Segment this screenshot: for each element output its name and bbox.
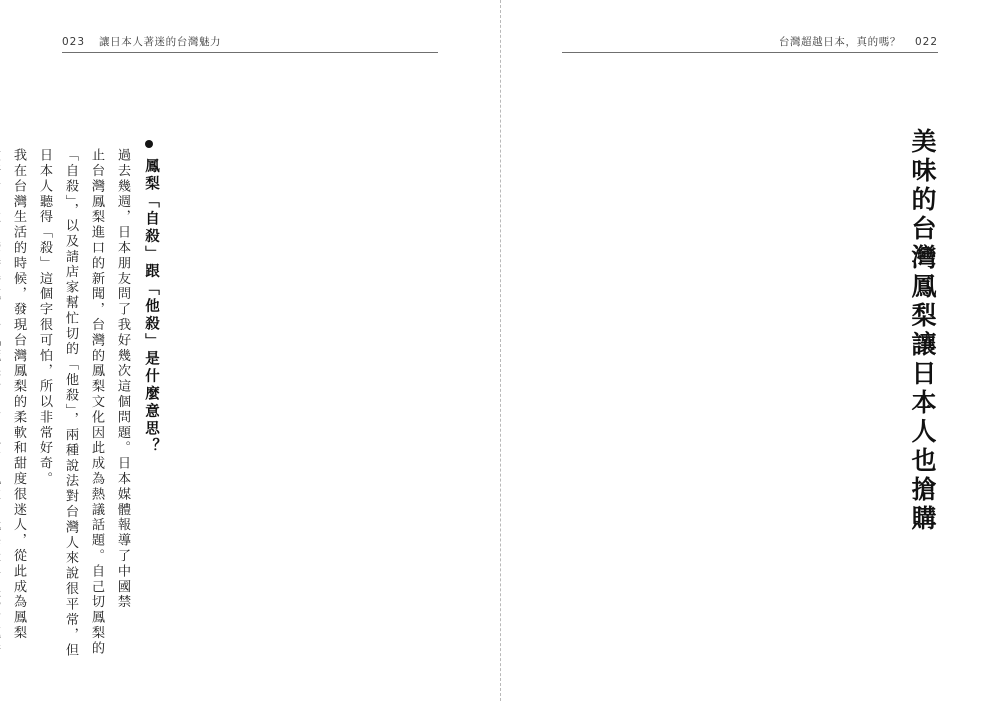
body-line: [0, 148, 4, 656]
chapter-title: 美味的台灣鳳梨讓日本人也搶購: [908, 128, 937, 534]
running-head-left: [62, 34, 221, 49]
gutter-divider: [500, 0, 501, 701]
body-line: 「自殺」，以及請店家幫忙切的「他殺」，兩種說法對台灣人來說很平常，但: [63, 148, 78, 659]
body-line: 過去幾週，日本朋友問了我好幾次這個問題。日本媒體報導了中國禁: [115, 148, 130, 610]
running-head-right-text: 台灣超越日本，真的嗎？: [778, 36, 901, 48]
body-line: 我在台灣生活的時候，發現台灣鳳梨的柔軟和甜度很迷人，從此成為鳳梨: [11, 148, 26, 641]
section-heading-1: 鳳梨「自殺」跟「他殺」是什麼意思？: [143, 158, 160, 456]
section-bullet-1: [145, 140, 153, 148]
folio-right: 022: [914, 36, 938, 48]
body-line: 止台灣鳳梨進口的新聞，台灣的鳳梨文化因此成為熱議話題。自己切鳳梨的: [89, 148, 104, 657]
header-rule-left: [62, 52, 438, 53]
running-head-right: [779, 34, 938, 49]
running-head-left-text: 讓日本人著迷的台灣魅力: [99, 36, 222, 48]
header-rule-right: [562, 52, 938, 53]
folio-left: 023: [62, 36, 86, 48]
body-line: 日本人聽得「殺」這個字很可怕，所以非常好奇。: [37, 148, 52, 487]
